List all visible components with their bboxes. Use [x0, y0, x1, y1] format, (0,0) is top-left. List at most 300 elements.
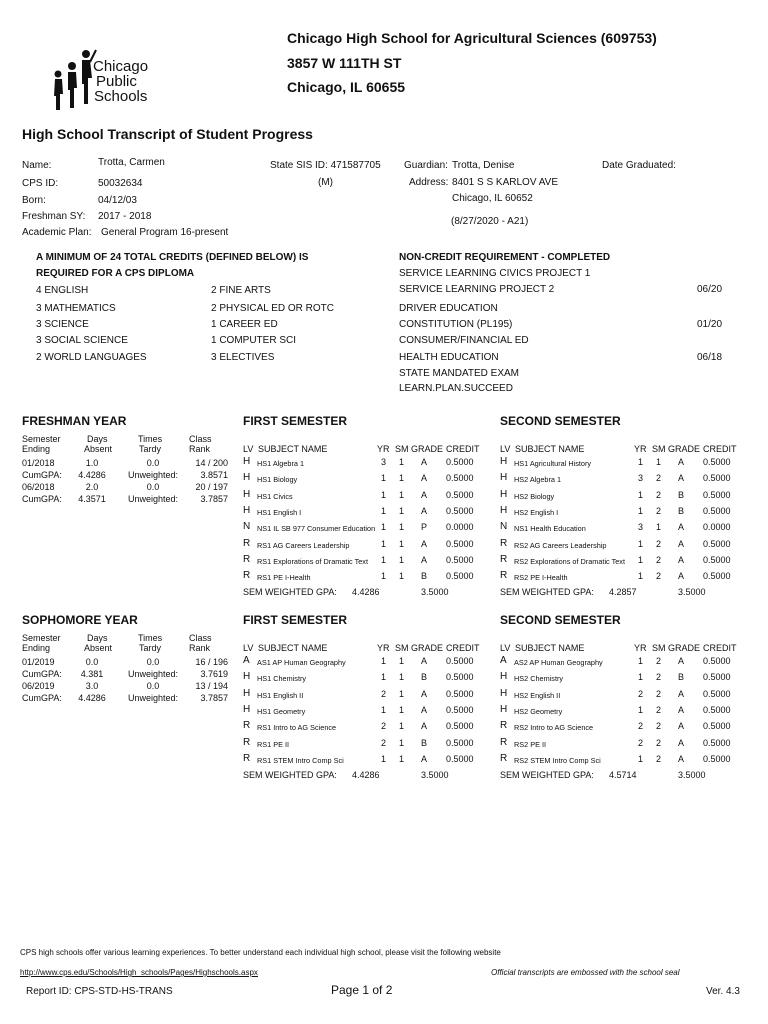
course-subject: HS1 Civics: [257, 491, 293, 501]
summary-cell: 13 / 194: [195, 681, 228, 691]
guardian-value: Trotta, Denise: [452, 160, 515, 171]
course-year: 1: [638, 538, 644, 549]
course-credit: 0.5000: [703, 656, 731, 666]
course-grade: A: [678, 753, 685, 764]
course-semester: 1: [399, 505, 405, 516]
course-level: R: [243, 752, 251, 764]
col-subject: SUBJECT NAME: [258, 444, 328, 454]
col-ending: Ending: [22, 444, 51, 454]
course-credit: 0.5000: [446, 656, 474, 666]
born-label: Born:: [22, 195, 46, 206]
course-subject: HS2 Geometry: [514, 706, 563, 716]
academic-plan-label: Academic Plan:: [22, 227, 92, 238]
course-semester: 1: [399, 473, 405, 484]
noncredit-item-name: LEARN.PLAN.SUCCEED: [399, 383, 513, 394]
course-subject: HS2 Biology: [514, 491, 555, 501]
school-address-line1: 3857 W 111TH ST: [287, 55, 402, 71]
summary-cell: CumGPA:: [22, 494, 62, 504]
course-subject: HS1 Chemistry: [257, 674, 307, 684]
course-credit: 0.5000: [446, 505, 474, 516]
course-level: H: [500, 456, 508, 467]
course-level: A: [500, 655, 507, 666]
second-semester-title: SECOND SEMESTER: [500, 414, 621, 428]
col-rank: Rank: [189, 444, 211, 454]
gender: (M): [318, 177, 333, 188]
course-year: 2: [638, 721, 644, 732]
course-year: 1: [381, 753, 387, 764]
course-credit: 0.5000: [703, 688, 731, 699]
course-year: 1: [638, 554, 644, 565]
credit-requirement: 1 COMPUTER SCI: [211, 335, 297, 346]
sem-gpa-unweighted: 3.5000: [678, 587, 706, 598]
freshman-sy-label: Freshman SY:: [22, 211, 86, 222]
summary-cell: 4.381: [80, 669, 104, 679]
course-year: 1: [381, 554, 387, 565]
course-semester: 2: [656, 571, 662, 582]
credit-requirement: 1 CAREER ED: [211, 319, 278, 330]
noncredit-item-name: DRIVER EDUCATION: [399, 303, 498, 314]
col-ending: Ending: [22, 643, 51, 653]
course-year: 1: [638, 489, 644, 500]
course-semester: 1: [399, 672, 405, 683]
state-sis-id: State SIS ID: 471587705: [270, 160, 381, 171]
course-level: R: [500, 736, 508, 748]
course-year: 2: [381, 737, 387, 748]
course-level: H: [500, 504, 508, 516]
col-yr: YR: [377, 643, 390, 653]
summary-cell: 4.3571: [78, 494, 106, 504]
col-sm: SM: [395, 643, 409, 653]
summary-cell: 0.0: [146, 681, 160, 691]
course-grade: B: [678, 672, 685, 683]
course-year: 2: [381, 721, 387, 732]
course-credit: 0.5000: [703, 505, 731, 516]
course-semester: 2: [656, 704, 662, 715]
born-value: 04/12/03: [98, 195, 137, 206]
summary-cell: 0.0: [85, 657, 99, 667]
course-grade: B: [678, 505, 685, 516]
course-grade: A: [421, 688, 428, 699]
course-credit: 0.5000: [703, 554, 731, 565]
course-level: R: [243, 570, 251, 582]
address-stamp: (8/27/2020 - A21): [451, 216, 529, 227]
credit-requirement: 3 SCIENCE: [36, 319, 89, 330]
course-semester: 1: [399, 704, 405, 715]
course-grade: A: [678, 688, 685, 699]
course-credit: 0.5000: [703, 457, 731, 467]
address-label: Address:: [409, 177, 449, 188]
school-name: Chicago High School for Agricultural Sciences (609753): [287, 30, 657, 46]
course-semester: 1: [399, 688, 405, 699]
credit-requirement: 3 SOCIAL SCIENCE: [36, 335, 128, 346]
course-year: 2: [638, 688, 644, 699]
course-credit: 0.5000: [703, 753, 731, 764]
course-credit: 0.5000: [446, 721, 474, 732]
noncredit-item-name: STATE MANDATED EXAM: [399, 368, 520, 379]
course-year: 1: [381, 489, 387, 500]
credit-requirement: 3 ELECTIVES: [211, 352, 275, 363]
noncredit-item-name: SERVICE LEARNING PROJECT 2: [399, 284, 555, 295]
course-credit: 0.5000: [446, 457, 474, 467]
course-semester: 1: [399, 554, 405, 565]
course-credit: 0.5000: [446, 753, 474, 764]
course-credit: 0.5000: [446, 672, 474, 683]
course-semester: 1: [399, 721, 405, 732]
course-grade: B: [421, 672, 428, 683]
sem-gpa-weighted: 4.2857: [609, 587, 637, 598]
summary-cell: 06/2018: [22, 482, 55, 492]
col-days: Days: [87, 633, 108, 643]
course-semester: 1: [399, 457, 405, 467]
credit-requirement: 2 PHYSICAL ED OR ROTC: [211, 303, 334, 314]
summary-cell: CumGPA:: [22, 669, 62, 679]
report-id: Report ID: CPS-STD-HS-TRANS: [26, 986, 173, 997]
summary-cell: Unweighted:: [127, 470, 179, 480]
course-year: 1: [638, 457, 644, 467]
logo-line-1: Chicago: [93, 58, 149, 75]
course-subject: AS1 AP Human Geography: [257, 658, 346, 667]
cps-figures-icon: [46, 44, 98, 114]
course-semester: 1: [656, 522, 662, 533]
col-lv: LV: [243, 444, 254, 454]
course-level: H: [500, 703, 508, 715]
course-subject: RS1 AG Careers Leadership: [257, 540, 350, 550]
summary-cell: 0.0: [146, 458, 160, 468]
course-semester: 2: [656, 688, 662, 699]
address-line2: Chicago, IL 60652: [452, 193, 533, 204]
first-semester-title: FIRST SEMESTER: [243, 414, 348, 428]
summary-cell: 3.7619: [200, 669, 228, 679]
course-level: R: [500, 570, 508, 582]
course-grade: A: [678, 571, 685, 582]
course-subject: RS2 Intro to AG Science: [514, 723, 594, 733]
sem-gpa-unweighted: 3.5000: [421, 770, 449, 781]
course-year: 1: [381, 505, 387, 516]
course-subject: HS2 Algebra 1: [514, 475, 562, 485]
summary-cell: 1.0: [85, 458, 99, 468]
summary-cell: 01/2018: [22, 458, 55, 468]
course-year: 1: [638, 571, 644, 582]
course-level: R: [500, 537, 508, 549]
course-subject: RS1 STEM Intro Comp Sci: [257, 755, 344, 765]
course-semester: 1: [399, 571, 405, 582]
course-grade: B: [678, 489, 685, 500]
col-subject: SUBJECT NAME: [515, 643, 585, 653]
course-subject: AS2 AP Human Geography: [514, 658, 603, 667]
course-subject: HS1 Algebra 1: [257, 459, 305, 468]
course-credit: 0.5000: [446, 489, 474, 500]
col-tardy: Tardy: [139, 643, 162, 653]
noncredit-item-date: 01/20: [697, 319, 723, 330]
course-grade: B: [421, 737, 428, 748]
course-subject: RS1 PE II: [257, 739, 290, 749]
course-subject: HS1 English II: [257, 690, 304, 700]
col-yr: YR: [377, 444, 390, 454]
course-semester: 2: [656, 554, 662, 565]
course-subject: HS1 English I: [257, 507, 302, 517]
sem-gpa-unweighted: 3.5000: [678, 770, 706, 781]
document-title: High School Transcript of Student Progress: [22, 126, 313, 142]
seal-note: Official transcripts are embossed with the school seal: [491, 968, 680, 977]
credit-requirement: 4 ENGLISH: [36, 285, 89, 296]
course-level: N: [243, 521, 251, 533]
course-grade: A: [678, 554, 685, 565]
course-level: H: [243, 671, 251, 683]
summary-cell: Unweighted:: [127, 693, 179, 703]
course-subject: RS2 STEM Intro Comp Sci: [514, 755, 601, 765]
course-year: 3: [638, 473, 644, 484]
course-subject: RS2 Explorations of Dramatic Text: [514, 556, 625, 566]
col-sm: SM: [652, 444, 666, 454]
course-grade: A: [421, 538, 428, 549]
course-year: 1: [638, 704, 644, 715]
course-subject: HS1 Geometry: [257, 706, 306, 716]
summary-cell: 3.8571: [200, 470, 228, 480]
course-credit: 0.5000: [703, 704, 731, 715]
course-credit: 0.5000: [446, 737, 474, 748]
course-level: R: [500, 553, 508, 565]
course-subject: HS2 Chemistry: [514, 674, 564, 684]
col-times: Times: [138, 434, 163, 444]
course-year: 1: [638, 505, 644, 516]
col-sm: SM: [652, 643, 666, 653]
course-year: 1: [381, 704, 387, 715]
summary-cell: 3.7857: [200, 494, 228, 504]
col-times: Times: [138, 633, 163, 643]
course-grade: A: [421, 656, 428, 666]
year-title: SOPHOMORE YEAR: [22, 613, 138, 627]
course-year: 1: [638, 656, 644, 666]
school-address-line2: Chicago, IL 60655: [287, 79, 406, 95]
course-credit: 0.5000: [703, 489, 731, 500]
summary-cell: 3.0: [85, 681, 99, 691]
summary-cell: Unweighted:: [127, 669, 179, 679]
course-year: 1: [381, 522, 387, 533]
summary-cell: 16 / 196: [195, 657, 228, 667]
cps-logo: [36, 36, 176, 120]
credits-heading-2: REQUIRED FOR A CPS DIPLOMA: [36, 268, 195, 279]
noncredit-item-name: CONSUMER/FINANCIAL ED: [399, 335, 529, 346]
course-grade: A: [421, 489, 428, 500]
course-grade: A: [421, 473, 428, 484]
course-level: H: [243, 504, 251, 516]
freshman-sy-value: 2017 - 2018: [98, 211, 152, 222]
summary-cell: 14 / 200: [195, 458, 228, 468]
noncredit-item-name: HEALTH EDUCATION: [399, 352, 499, 363]
footer-note: CPS high schools offer various learning experiences. To better understand each individual high school, please visit the following website: [20, 948, 501, 957]
course-credit: 0.5000: [703, 672, 731, 683]
course-level: R: [243, 537, 251, 549]
course-level: H: [243, 703, 251, 715]
summary-cell: 01/2019: [22, 657, 55, 667]
version: Ver. 4.3: [706, 986, 740, 997]
address-line1: 8401 S S KARLOV AVE: [452, 177, 558, 188]
course-grade: A: [678, 656, 685, 666]
course-subject: NS1 IL SB 977 Consumer Education: [257, 524, 376, 534]
course-credit: 0.5000: [703, 538, 731, 549]
course-level: R: [243, 720, 251, 732]
course-grade: A: [421, 753, 428, 764]
credit-requirement: 2 FINE ARTS: [211, 285, 271, 296]
course-credit: 0.5000: [703, 721, 731, 732]
course-year: 1: [381, 538, 387, 549]
course-semester: 1: [399, 538, 405, 549]
course-credit: 0.5000: [446, 473, 474, 484]
course-level: H: [243, 687, 251, 699]
course-subject: RS1 Explorations of Dramatic Text: [257, 556, 368, 566]
credit-requirement: 2 WORLD LANGUAGES: [36, 352, 147, 363]
course-grade: A: [421, 554, 428, 565]
col-credit: CREDIT: [446, 444, 480, 454]
credit-requirement: 3 MATHEMATICS: [36, 303, 116, 314]
course-level: R: [243, 736, 251, 748]
col-grade: GRADE: [411, 643, 444, 653]
course-semester: 2: [656, 753, 662, 764]
course-semester: 1: [399, 522, 405, 533]
summary-cell: Unweighted:: [127, 494, 179, 504]
course-level: H: [500, 472, 508, 484]
course-credit: 0.5000: [703, 473, 731, 484]
course-credit: 0.5000: [446, 688, 474, 699]
col-lv: LV: [500, 444, 511, 454]
course-credit: 0.5000: [703, 571, 731, 582]
course-grade: A: [421, 505, 428, 516]
col-absent: Absent: [84, 444, 113, 454]
course-credit: 0.5000: [446, 538, 474, 549]
course-semester: 2: [656, 473, 662, 484]
course-credit: 0.5000: [446, 571, 474, 582]
first-semester-title: FIRST SEMESTER: [243, 613, 348, 627]
course-grade: A: [421, 704, 428, 715]
course-credit: 0.0000: [703, 522, 731, 533]
course-level: H: [243, 472, 251, 484]
col-absent: Absent: [84, 643, 113, 653]
course-year: 1: [381, 473, 387, 484]
col-credit: CREDIT: [703, 444, 737, 454]
course-year: 1: [381, 656, 387, 666]
course-subject: HS1 Agricultural History: [514, 459, 592, 468]
course-grade: A: [421, 457, 428, 467]
course-level: R: [500, 720, 508, 732]
course-year: 1: [381, 672, 387, 683]
noncredit-item-date: 06/18: [697, 352, 723, 363]
course-semester: 1: [656, 457, 662, 467]
summary-cell: 3.7857: [200, 693, 228, 703]
col-subject: SUBJECT NAME: [515, 444, 585, 454]
sem-gpa-label: SEM WEIGHTED GPA:: [500, 770, 594, 781]
course-grade: A: [678, 522, 685, 533]
course-year: 1: [638, 753, 644, 764]
course-grade: A: [678, 457, 685, 467]
summary-cell: 2.0: [85, 482, 99, 492]
course-subject: RS1 Intro to AG Science: [257, 723, 337, 733]
course-level: N: [500, 521, 508, 533]
course-grade: B: [421, 571, 428, 582]
summary-cell: CumGPA:: [22, 693, 62, 703]
student-name: Trotta, Carmen: [98, 157, 165, 168]
course-semester: 2: [656, 505, 662, 516]
summary-cell: 0.0: [146, 657, 160, 667]
course-subject: RS2 PE I-Health: [514, 573, 568, 583]
course-level: R: [243, 553, 251, 565]
academic-plan-value: General Program 16-present: [101, 227, 229, 238]
course-subject: HS1 Biology: [257, 475, 298, 485]
sem-gpa-unweighted: 3.5000: [421, 587, 449, 598]
course-semester: 1: [399, 489, 405, 500]
course-credit: 0.0000: [446, 522, 474, 533]
course-subject: HS2 English II: [514, 690, 561, 700]
course-year: 2: [381, 688, 387, 699]
col-lv: LV: [243, 643, 254, 653]
course-semester: 2: [656, 672, 662, 683]
course-year: 2: [638, 737, 644, 748]
credits-heading-1: A MINIMUM OF 24 TOTAL CREDITS (DEFINED BELOW) IS: [36, 252, 309, 263]
course-semester: 1: [399, 737, 405, 748]
footer-website-link[interactable]: http://www.cps.edu/Schools/High_schools/Pages/Highschools.aspx: [20, 968, 258, 977]
course-grade: P: [421, 522, 428, 533]
course-semester: 2: [656, 538, 662, 549]
col-days: Days: [87, 434, 108, 444]
course-level: H: [500, 671, 508, 683]
col-grade: GRADE: [668, 643, 701, 653]
sem-gpa-label: SEM WEIGHTED GPA:: [500, 587, 594, 598]
course-grade: A: [678, 473, 685, 484]
col-class: Class: [189, 633, 212, 643]
course-year: 1: [638, 672, 644, 683]
course-level: A: [243, 655, 250, 666]
course-grade: A: [678, 721, 685, 732]
summary-cell: 4.4286: [78, 470, 106, 480]
col-grade: GRADE: [668, 444, 701, 454]
col-rank: Rank: [189, 643, 211, 653]
summary-cell: 20 / 197: [195, 482, 228, 492]
course-credit: 0.5000: [446, 704, 474, 715]
col-semester: Semester: [22, 434, 61, 444]
course-semester: 2: [656, 737, 662, 748]
course-subject: NS1 Health Education: [514, 524, 586, 534]
col-sm: SM: [395, 444, 409, 454]
summary-cell: 06/2019: [22, 681, 55, 691]
course-credit: 0.5000: [446, 554, 474, 565]
cps-id-label: CPS ID:: [22, 178, 59, 189]
course-level: H: [500, 687, 508, 699]
sem-gpa-label: SEM WEIGHTED GPA:: [243, 587, 337, 598]
col-yr: YR: [634, 444, 647, 454]
summary-cell: CumGPA:: [22, 470, 62, 480]
col-credit: CREDIT: [703, 643, 737, 653]
noncredit-item-date: 06/20: [697, 284, 723, 295]
name-label: Name:: [22, 160, 52, 171]
logo-line-2: Public: [96, 73, 137, 90]
course-grade: A: [678, 737, 685, 748]
col-credit: CREDIT: [446, 643, 480, 653]
course-subject: RS2 AG Careers Leadership: [514, 540, 607, 550]
guardian-label: Guardian:: [404, 160, 448, 171]
cps-id-value: 50032634: [98, 178, 143, 189]
course-semester: 2: [656, 721, 662, 732]
course-grade: A: [678, 704, 685, 715]
course-year: 3: [638, 522, 644, 533]
course-semester: 1: [399, 753, 405, 764]
col-yr: YR: [634, 643, 647, 653]
sem-gpa-weighted: 4.4286: [352, 587, 380, 598]
second-semester-title: SECOND SEMESTER: [500, 613, 621, 627]
sem-gpa-label: SEM WEIGHTED GPA:: [243, 770, 337, 781]
course-subject: HS2 English I: [514, 507, 559, 517]
course-level: H: [500, 488, 508, 500]
course-year: 3: [381, 457, 387, 467]
course-grade: A: [678, 538, 685, 549]
